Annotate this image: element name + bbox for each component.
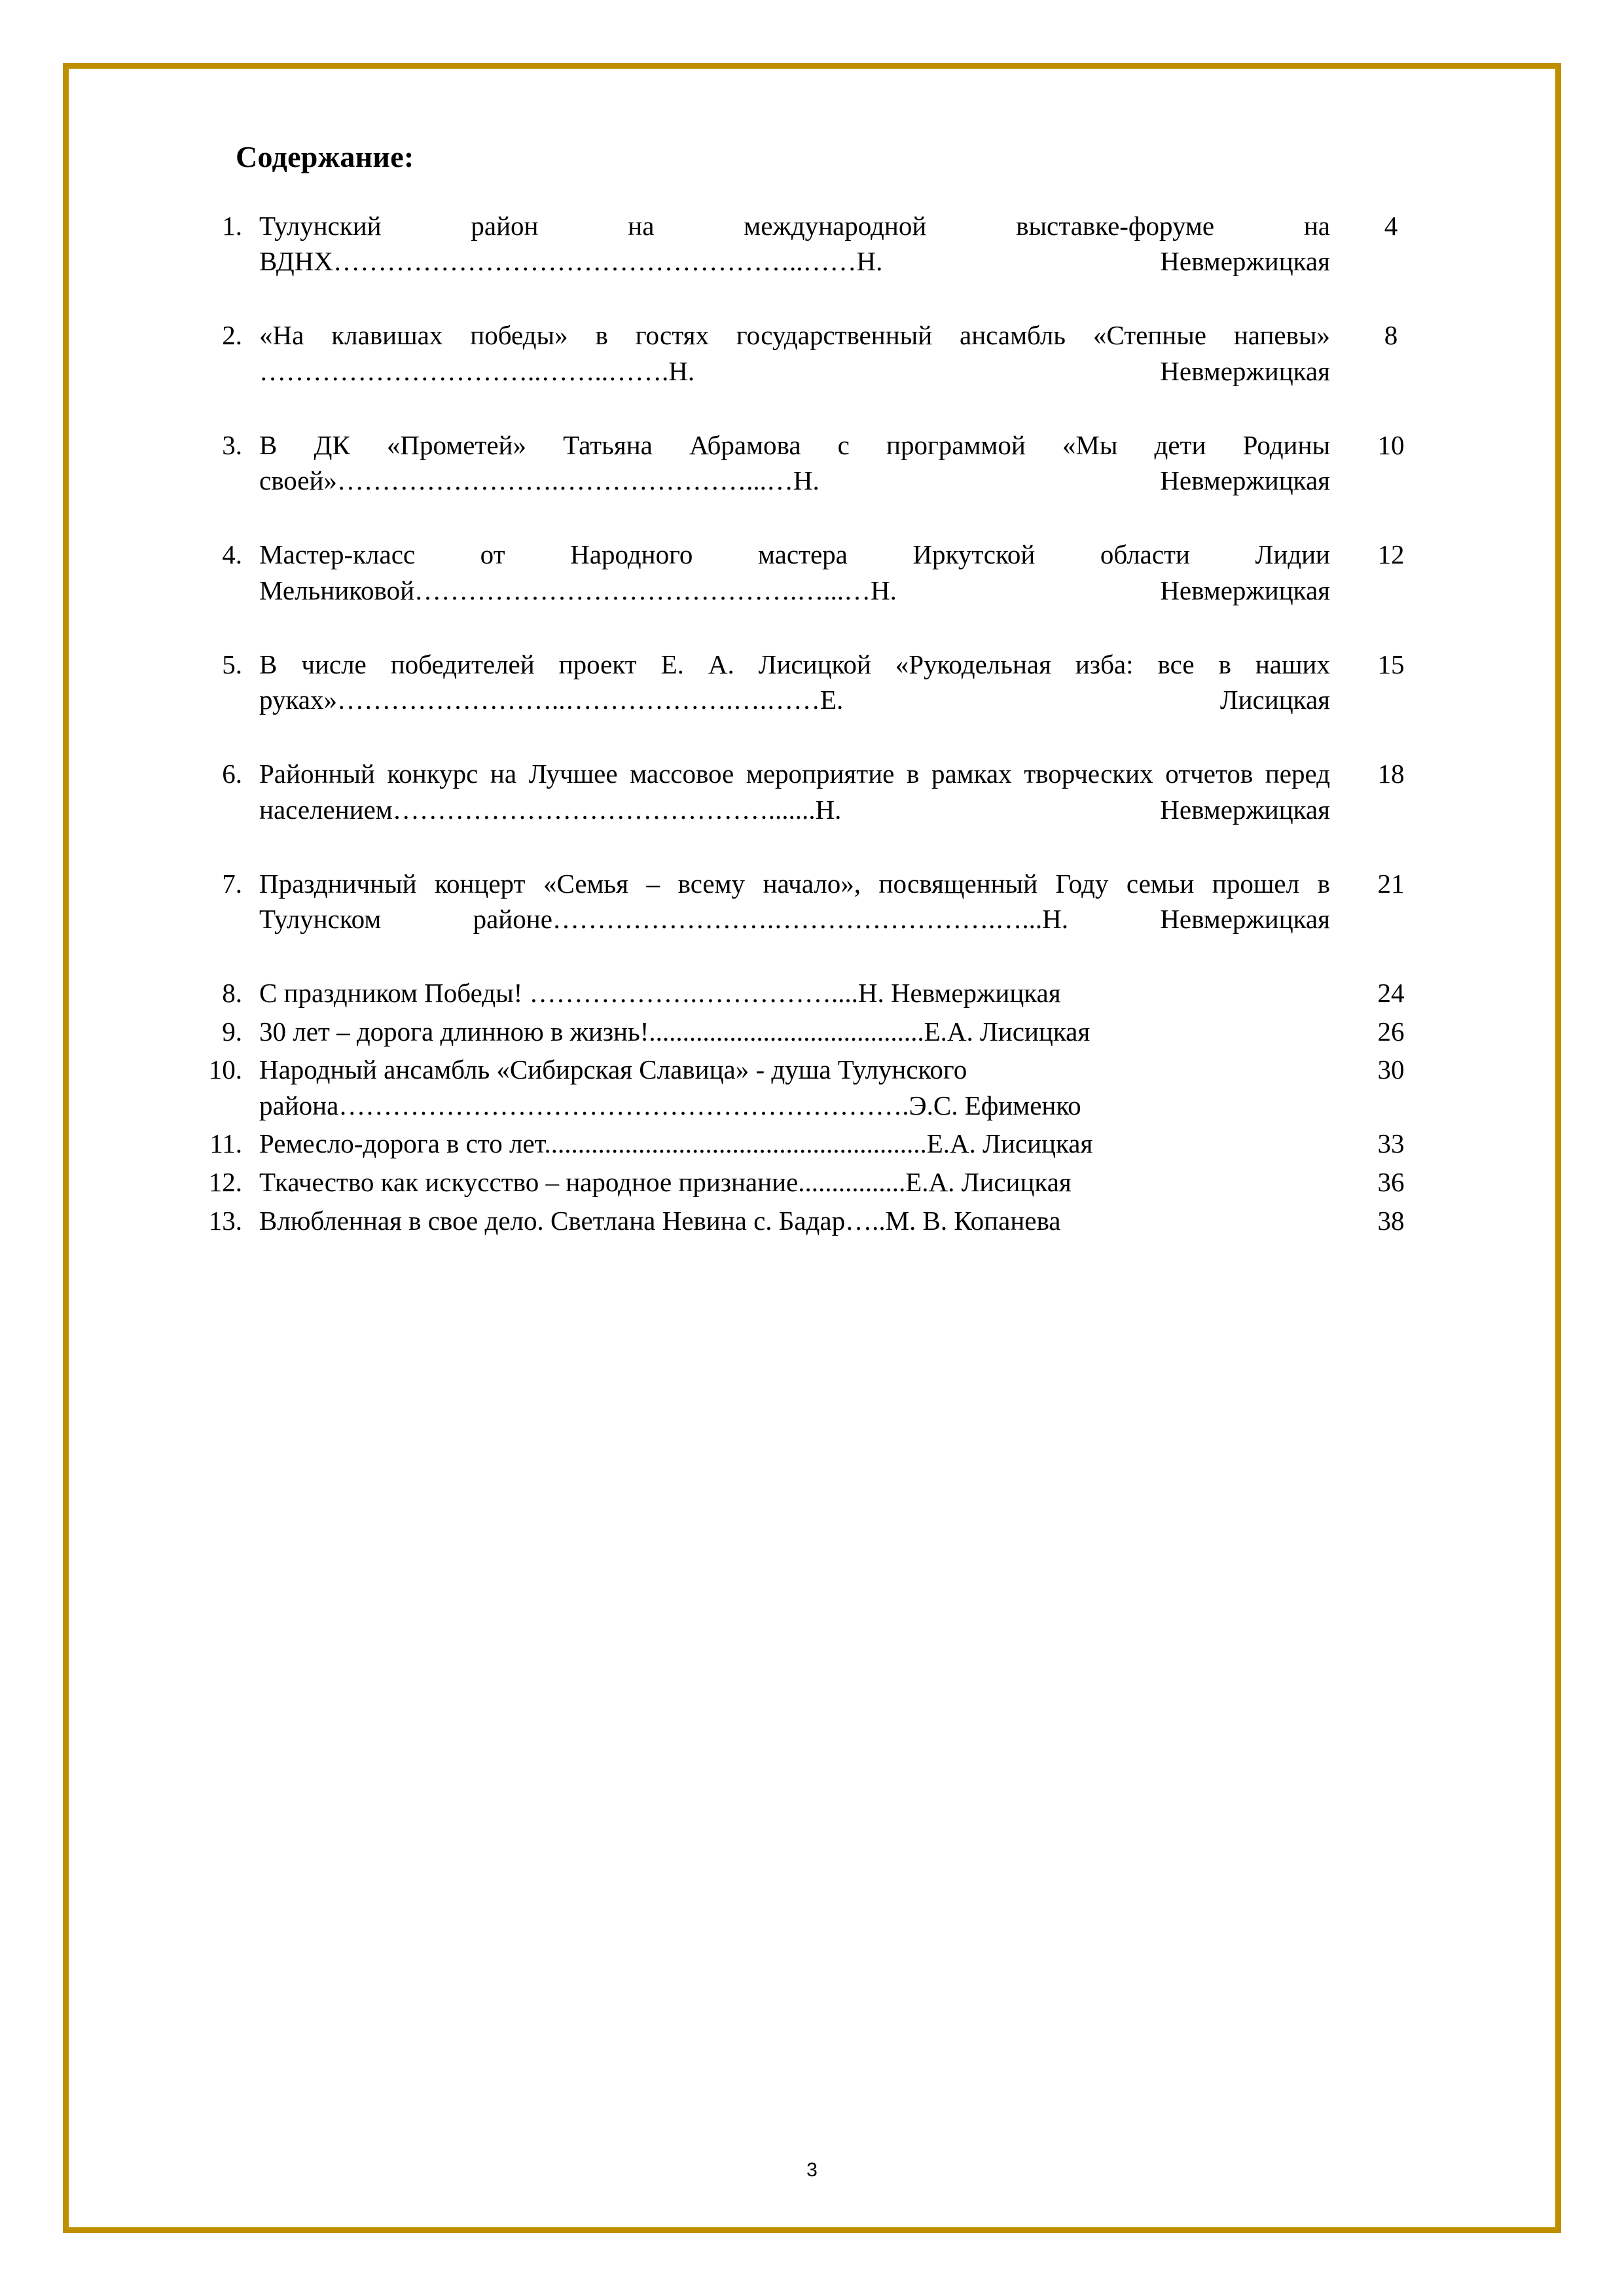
toc-entry-number: 11. <box>209 1128 242 1159</box>
toc-entry-title: Ткачество как искусство – народное признание................Е.А. Лисицкая <box>259 1167 1072 1197</box>
toc-entry[interactable] <box>196 1052 1440 1123</box>
toc-entry[interactable] <box>196 537 1440 644</box>
toc-entry-number: 8. <box>222 978 242 1009</box>
toc-entry-title: В числе победителей проект Е. А. Лисицкой «Рукодельная изба: все в наших руках»……………………..……………….….……Е. Лисицкая <box>259 649 1330 715</box>
toc-entry[interactable] <box>196 975 1440 1011</box>
toc-entry-page: 33 <box>1377 1128 1405 1159</box>
toc-entry-number: 4. <box>222 539 242 570</box>
toc-entry-page: 36 <box>1377 1167 1405 1197</box>
toc-entry-page: 26 <box>1377 1016 1405 1047</box>
toc-entry-number: 9. <box>222 1016 242 1047</box>
toc-entry[interactable] <box>196 1164 1440 1200</box>
toc-entry[interactable] <box>196 1014 1440 1050</box>
toc-entry-page: 12 <box>1377 539 1405 570</box>
toc-entry-number: 5. <box>222 649 242 679</box>
toc-entry-title: Районный конкурс на Лучшее массовое мероприятие в рамках творческих отчетов перед населением…………………………………….......Н. Невмержицкая <box>259 759 1330 825</box>
toc-entry-title: Тулунский район на международной выставке-форуме на ВДНХ……………………………………………..……Н. Невмержицкая <box>259 210 1330 277</box>
toc-entry-title: Праздничный концерт «Семья – всему начало», посвященный Году семьи прошел в Тулунском районе…………………….…………………….…...Н. Невмержицкая <box>259 868 1330 935</box>
toc-entry-title: Мастер-класс от Народного мастера Иркутской области Лидии Мельниковой…………………………………….…...…Н. Невмержицкая <box>259 539 1330 605</box>
toc-entry-number: 6. <box>222 759 242 789</box>
toc-entry-page: 18 <box>1377 759 1405 789</box>
toc-entry[interactable] <box>196 1126 1440 1162</box>
toc-entry-page: 38 <box>1377 1205 1405 1236</box>
toc-entry-title: В ДК «Прометей» Татьяна Абрамова с программой «Мы дети Родины своей»…………………….…………………...…Н. Невмержицкая <box>259 429 1330 496</box>
toc-entry-number: 13. <box>208 1205 242 1236</box>
toc-entry-page: 8 <box>1384 320 1398 351</box>
toc-entry[interactable] <box>196 317 1440 425</box>
page-footer-number: 3 <box>806 2159 818 2181</box>
toc-entry-title: Народный ансамбль «Сибирская Славица» - душа Тулунского района……………………………………………………….Э.С. Ефименко <box>259 1054 1081 1121</box>
toc-entry[interactable] <box>196 208 1440 315</box>
toc-entry-number: 10. <box>208 1054 242 1085</box>
table-of-contents <box>196 208 1440 1238</box>
toc-entry-title: 30 лет – дорога длинною в жизнь!.........................................Е.А. Лисицкая <box>259 1016 1091 1047</box>
toc-entry-page: 15 <box>1377 649 1405 679</box>
toc-entry-page: 24 <box>1377 978 1405 1009</box>
toc-entry[interactable] <box>196 756 1440 863</box>
toc-entry[interactable] <box>196 427 1440 535</box>
toc-entry-title: С праздником Победы! ……………….……………....Н. Невмержицкая <box>259 978 1061 1009</box>
toc-entry-title: Ремесло-дорога в сто лет.........................................................Е.А. Лисицкая <box>259 1128 1093 1159</box>
page-content <box>196 141 1440 1241</box>
toc-entry-number: 2. <box>222 320 242 351</box>
toc-entry-page: 4 <box>1384 210 1398 241</box>
toc-entry-page: 10 <box>1377 429 1405 460</box>
toc-entry-number: 12. <box>208 1167 242 1197</box>
toc-entry[interactable] <box>196 866 1440 973</box>
toc-entry-title: «На клавишах победы» в гостях государственный ансамбль «Степные напевы» …………………………..……..…….Н. Невмержицкая <box>259 320 1330 386</box>
toc-entry-page: 21 <box>1377 868 1405 899</box>
toc-entry-number: 7. <box>222 868 242 899</box>
toc-entry-number: 3. <box>222 429 242 460</box>
toc-entry[interactable] <box>196 1203 1440 1239</box>
toc-entry-number: 1. <box>222 210 242 241</box>
toc-entry-title: Влюбленная в свое дело. Светлана Невина с. Бадар…..М. В. Копанева <box>259 1205 1061 1236</box>
toc-entry-page: 30 <box>1377 1054 1405 1085</box>
page-title: Содержание: <box>236 140 414 173</box>
toc-entry[interactable] <box>196 647 1440 754</box>
